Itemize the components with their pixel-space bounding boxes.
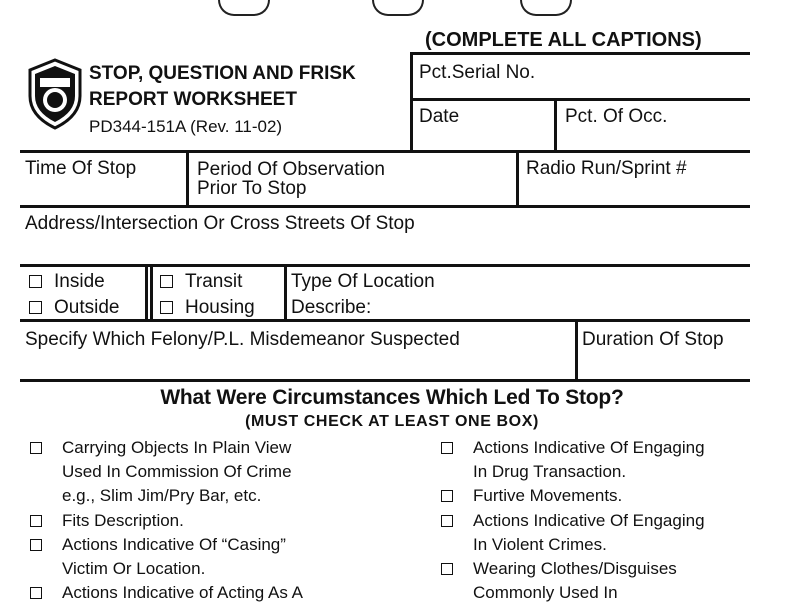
time-of-stop-label: Time Of Stop	[25, 158, 137, 179]
circumstance-checkbox[interactable]	[441, 515, 453, 527]
duration-of-stop-label: Duration Of Stop	[582, 329, 724, 350]
circumstance-checkbox[interactable]	[30, 587, 42, 599]
period-of-observation-label-2: Prior To Stop	[197, 178, 307, 199]
period-of-observation-label: Period Of Observation	[197, 159, 385, 180]
address-label: Address/Intersection Or Cross Streets Of Stop	[25, 213, 415, 234]
circumstance-item-text: Commonly Used In	[473, 583, 618, 603]
circumstance-checkbox[interactable]	[30, 539, 42, 551]
circumstance-checkbox[interactable]	[30, 442, 42, 454]
pct-occ-label: Pct. Of Occ.	[565, 106, 668, 127]
circumstance-checkbox[interactable]	[441, 442, 453, 454]
circumstance-item[interactable]: Furtive Movements.	[438, 484, 705, 508]
circumstance-item-text: e.g., Slim Jim/Pry Bar, etc.	[62, 486, 262, 506]
outside-option[interactable]: Outside	[29, 297, 119, 318]
circumstance-checkbox[interactable]	[30, 515, 42, 527]
inside-option[interactable]: Inside	[29, 271, 105, 292]
circumstance-item-text: In Drug Transaction.	[473, 462, 627, 482]
housing-checkbox[interactable]	[160, 301, 173, 314]
circumstance-item[interactable]: Wearing Clothes/Disguises	[438, 557, 705, 581]
circumstance-item[interactable]: Actions Indicative Of “Casing”	[27, 533, 303, 557]
instruction-caption: (COMPLETE ALL CAPTIONS)	[425, 29, 702, 51]
circumstance-item-text: In Violent Crimes.	[473, 534, 607, 554]
date-label: Date	[419, 106, 460, 127]
type-of-location-label: Type Of Location	[291, 271, 435, 292]
police-badge-icon	[26, 58, 84, 130]
circumstance-checkbox[interactable]	[441, 563, 453, 575]
circumstance-item[interactable]: Fits Description.	[27, 509, 303, 533]
circumstance-item[interactable]: Carrying Objects In Plain View	[27, 436, 303, 460]
form-title-line2: REPORT WORKSHEET	[89, 89, 297, 110]
circumstance-item[interactable]: Actions Indicative of Acting As A	[27, 581, 303, 605]
circumstances-left-list	[27, 436, 303, 605]
transit-option[interactable]: Transit	[160, 271, 242, 292]
circumstance-checkbox[interactable]	[441, 490, 453, 502]
circumstance-item[interactable]: Actions Indicative Of Engaging	[438, 436, 705, 460]
circumstances-subheading: (MUST CHECK AT LEAST ONE BOX)	[245, 413, 539, 430]
form-number: PD344-151A (Rev. 11-02)	[89, 117, 283, 136]
punch-hole	[520, 0, 572, 16]
housing-option[interactable]: Housing	[160, 297, 255, 318]
punch-hole	[372, 0, 424, 16]
pct-serial-label: Pct.Serial No.	[419, 62, 536, 83]
felony-suspected-label: Specify Which Felony/P.L. Misdemeanor Suspected	[25, 329, 460, 350]
transit-checkbox[interactable]	[160, 275, 173, 288]
circumstance-item-text: Victim Or Location.	[62, 559, 206, 579]
circumstances-heading: What Were Circumstances Which Led To Stop?	[160, 386, 624, 409]
circumstances-right-list	[438, 436, 705, 605]
outside-checkbox[interactable]	[29, 301, 42, 314]
circumstance-item[interactable]: Actions Indicative Of Engaging	[438, 509, 705, 533]
describe-label: Describe:	[291, 297, 372, 318]
radio-run-label: Radio Run/Sprint #	[526, 158, 687, 179]
circumstance-item-text: Used In Commission Of Crime	[62, 462, 292, 482]
punch-hole	[218, 0, 270, 16]
form-title-line1: STOP, QUESTION AND FRISK	[89, 63, 356, 84]
inside-checkbox[interactable]	[29, 275, 42, 288]
